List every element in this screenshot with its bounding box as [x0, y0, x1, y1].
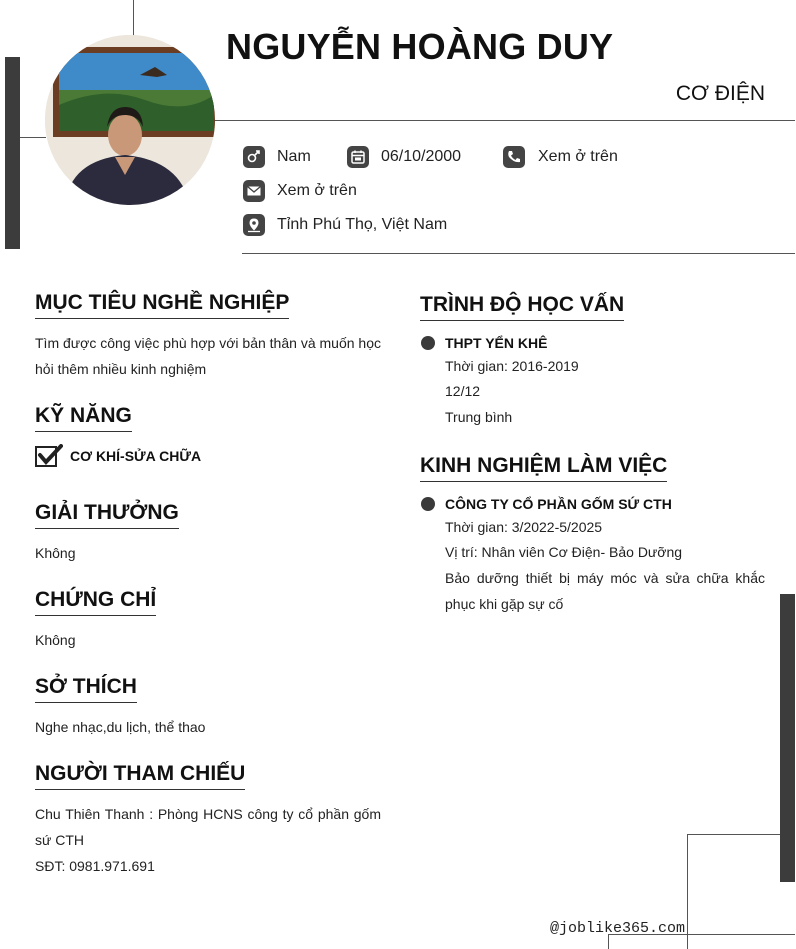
experience-position: Vị trí: Nhân viên Cơ Điện- Bảo Dưỡng	[445, 544, 683, 560]
address-text: Tỉnh Phú Thọ, Việt Nam	[277, 216, 448, 233]
skills-title: KỸ NĂNG	[35, 404, 132, 432]
education-rank: Trung bình	[445, 409, 513, 425]
bullet-icon	[421, 336, 435, 350]
objective-text: Tìm được công việc phù hợp với bản thân và muốn học hỏi thêm nhiều kinh nghiệm	[35, 335, 381, 377]
experience-time: Thời gian: 3/2022-5/2025	[445, 519, 603, 535]
education-title: TRÌNH ĐỘ HỌC VẤN	[420, 293, 624, 321]
refs-text: Chu Thiên Thanh : Phòng HCNS công ty cổ phần gốm sứ CTH	[35, 806, 381, 848]
certs-text: Không	[35, 632, 76, 648]
hobbies-text: Nghe nhạc,du lịch, thể thao	[35, 719, 206, 735]
objective-title: MỤC TIÊU NGHỀ NGHIỆP	[35, 291, 289, 319]
phone-text: Xem ở trên	[538, 148, 618, 165]
right-accent-bar	[780, 594, 795, 882]
skill-item: CƠ KHÍ-SỬA CHỮA	[70, 448, 202, 464]
hobbies-title: SỞ THÍCH	[35, 675, 137, 703]
phone-icon	[503, 146, 525, 168]
checkbox-checked-icon	[35, 444, 63, 468]
refs-title: NGƯỜI THAM CHIẾU	[35, 762, 245, 790]
experience-desc: Bảo dưỡng thiết bị máy móc và sửa chữa khắc phục khi gặp sự cố	[445, 570, 765, 612]
bullet-icon	[421, 497, 435, 511]
candidate-role: CƠ ĐIỆN	[675, 82, 765, 105]
calendar-icon	[347, 146, 369, 168]
experience-title: KINH NGHIỆM LÀM VIỆC	[420, 454, 667, 482]
education-grade: 12/12	[445, 383, 481, 399]
school-name: THPT YỂN KHÊ	[445, 335, 548, 351]
header-divider	[215, 120, 795, 121]
birthday-text: 06/10/2000	[381, 148, 462, 165]
company-name: CÔNG TY CỔ PHẦN GỐM SỨ CTH	[445, 496, 672, 512]
education-time: Thời gian: 2016-2019	[445, 358, 579, 374]
avatar	[45, 35, 215, 205]
watermark: @joblike365.com	[550, 920, 686, 937]
gender-text: Nam	[277, 148, 311, 165]
certs-title: CHỨNG CHỈ	[35, 588, 156, 616]
awards-text: Không	[35, 545, 76, 561]
email-text: Xem ở trên	[277, 182, 357, 199]
refs-phone: SĐT: 0981.971.691	[35, 858, 155, 874]
candidate-name: NGUYỄN HOÀNG DUY	[226, 26, 614, 67]
email-icon	[243, 180, 265, 202]
gender-icon	[243, 146, 265, 168]
divider	[687, 834, 780, 835]
left-accent-bar	[5, 57, 20, 249]
awards-title: GIẢI THƯỞNG	[35, 501, 179, 529]
divider	[20, 137, 46, 138]
contact-divider	[242, 253, 795, 254]
divider	[133, 0, 134, 36]
location-icon	[243, 214, 265, 236]
divider	[687, 834, 688, 949]
